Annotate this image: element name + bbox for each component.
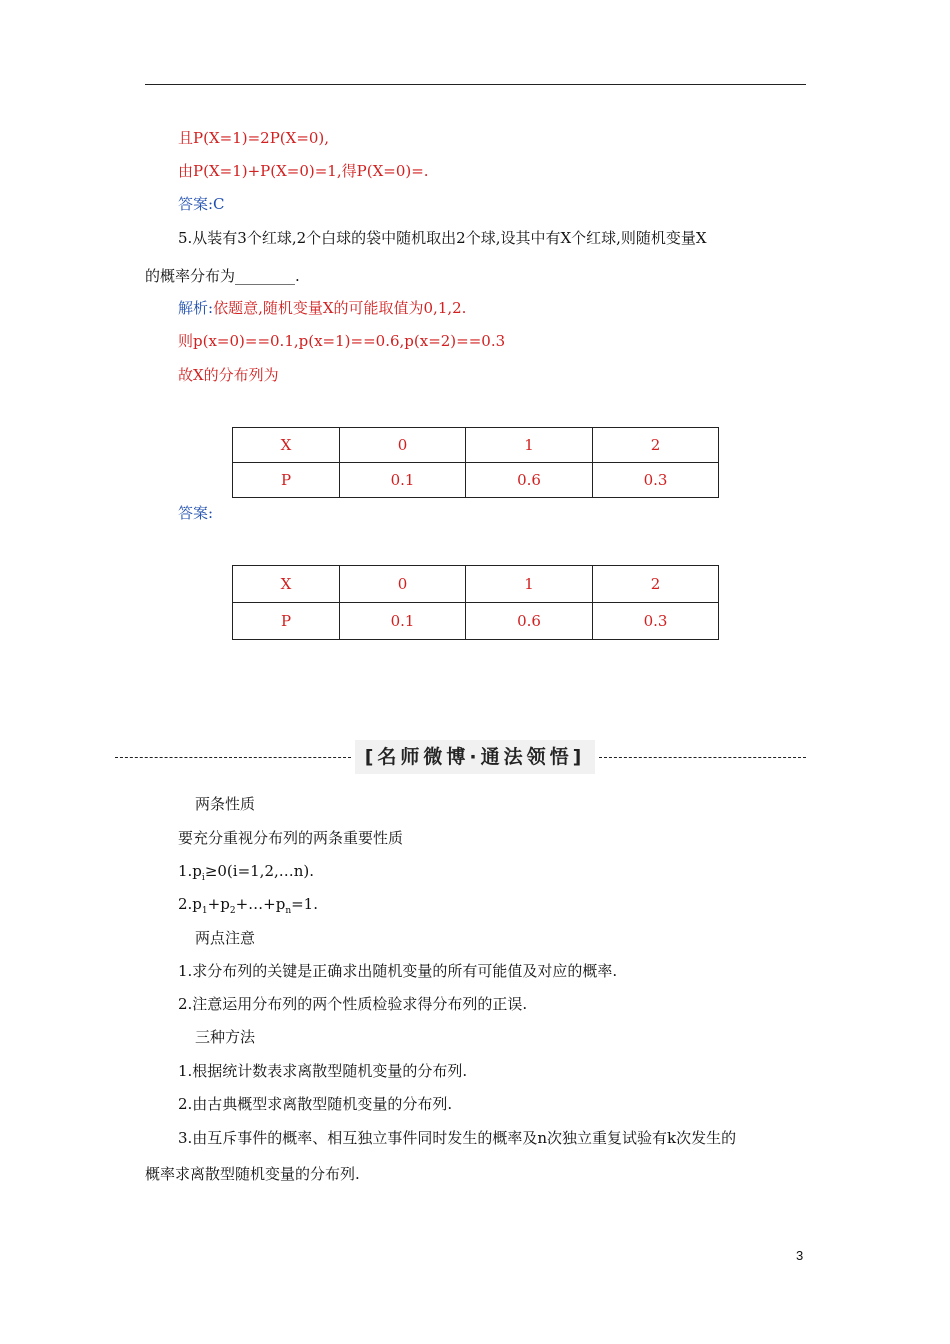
table-cell: 0.1 [340,603,466,640]
table-cell: 0.3 [593,463,719,498]
distribution-table-2 [232,565,719,640]
note-2: 2.注意运用分布列的两个性质检验求得分布列的正误. [178,995,528,1013]
heading-two-properties: 两条性质 [195,795,256,813]
table-cell: 1 [466,428,593,463]
table-cell: X [233,566,340,603]
method-1: 1.根据统计数表求离散型随机变量的分布列. [178,1062,468,1080]
table-cell: P [233,463,340,498]
property-1: $1.p_i\ge 0(i=1,2,\dots n)$. [178,862,315,883]
calc-line: 则p(x=0)==0.1,p(x=1)==0.6,p(x=2)==0.3 [178,332,506,350]
table-row [233,428,719,463]
table-cell: 2 [593,566,719,603]
analysis-text: 依题意,随机变量X的可能取值为0,1,2. [213,299,467,317]
table-cell: 0 [340,428,466,463]
properties-intro: 要充分重视分布列的两条重要性质 [178,829,404,847]
question-5-line-1: 5.从装有3个红球,2个白球的袋中随机取出2个球,设其中有X个红球,则随机变量X [178,229,707,247]
question-5-line-2: 的概率分布为________. [145,267,300,285]
section-banner [115,740,806,774]
heading-two-notes: 两点注意 [195,929,256,947]
banner-dash-right [599,757,806,758]
property-2: $2.p_1+p_2+\dots+p_n=1$. [178,895,318,916]
analysis-line [178,298,466,318]
heading-three-methods: 三种方法 [195,1028,256,1046]
answer-label: 答案: [178,504,214,522]
table-cell: 0.6 [466,603,593,640]
header-rule [145,84,806,85]
analysis-label: 解析: [178,299,214,317]
table-cell: 0.6 [466,463,593,498]
solution-line-2: 由P(X=1)+P(X=0)=1,得P(X=0)=. [178,162,429,180]
table-cell: X [233,428,340,463]
table-cell: 0.1 [340,463,466,498]
page-number: 3 [796,1248,804,1263]
method-3-line-2: 概率求离散型随机变量的分布列. [145,1165,360,1183]
conclusion-line: 故X的分布列为 [178,366,279,384]
table-row [233,566,719,603]
method-2: 2.由古典概型求离散型随机变量的分布列. [178,1095,453,1113]
method-3-line-1: 3.由互斥事件的概率、相互独立事件同时发生的概率及n次独立重复试验有k次发生的 [178,1129,737,1147]
solution-line-1: 且P(X=1)=2P(X=0), [178,129,330,147]
distribution-table-1 [232,427,719,498]
table-cell: 2 [593,428,719,463]
table-row [233,603,719,640]
table-cell: 0.3 [593,603,719,640]
table-cell: P [233,603,340,640]
banner-title: [名师微博·通法领悟] [355,740,595,774]
table-cell: 1 [466,566,593,603]
table-row [233,463,719,498]
banner-dash-left [115,757,351,758]
answer-c: 答案:C [178,195,225,213]
note-1: 1.求分布列的关键是正确求出随机变量的所有可能值及对应的概率. [178,962,618,980]
table-cell: 0 [340,566,466,603]
